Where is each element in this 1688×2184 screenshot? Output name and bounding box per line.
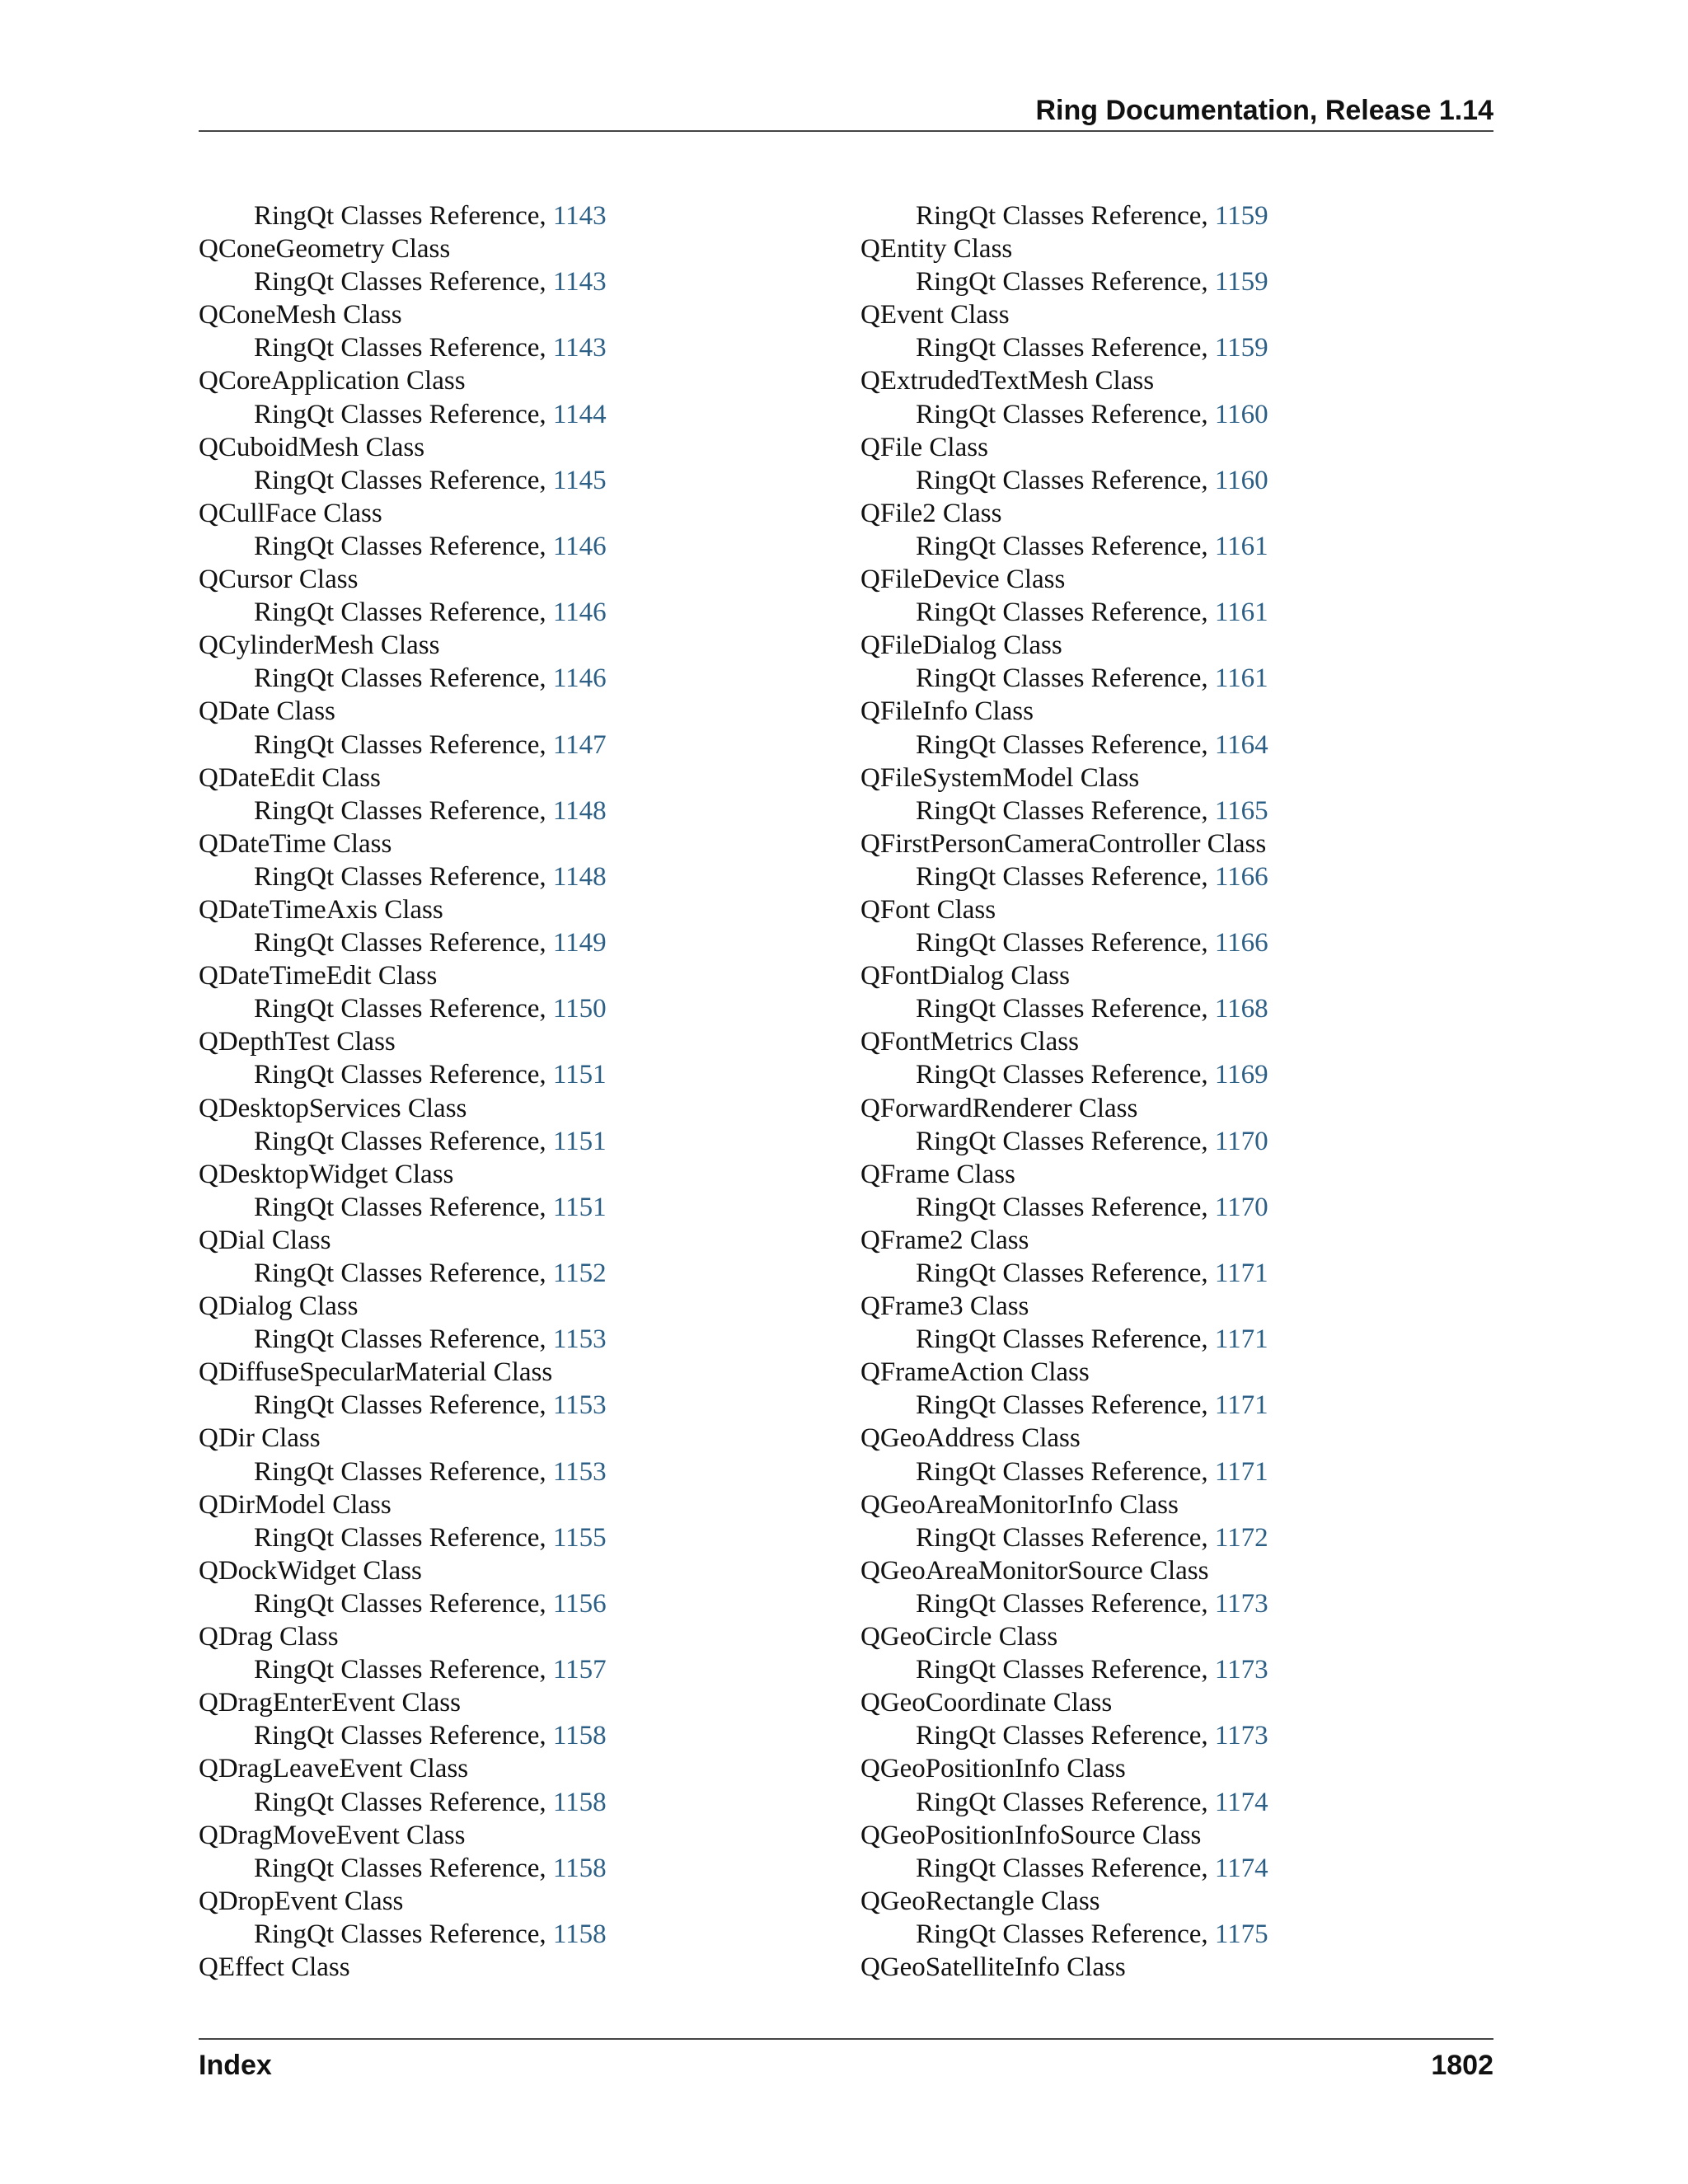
page-reference-link[interactable]: 1158 [552, 1787, 607, 1817]
page-reference-link[interactable]: 1158 [552, 1853, 607, 1883]
index-subentry-label: RingQt Classes Reference, [254, 1787, 553, 1817]
index-subentry-label: RingQt Classes Reference, [254, 994, 553, 1024]
footer-page-number: 1802 [1431, 2050, 1493, 2081]
index-subentry [199, 992, 825, 1025]
index-subentry-label: RingQt Classes Reference, [254, 333, 553, 363]
index-entry: QDockWidget Class [199, 1555, 422, 1586]
index-entry: QGeoRectangle Class [860, 1886, 1100, 1916]
page-reference-link[interactable]: 1173 [1214, 1721, 1268, 1751]
index-subentry-label: RingQt Classes Reference, [916, 333, 1215, 363]
page-reference-link[interactable]: 1161 [1214, 531, 1268, 561]
index-subentry [199, 1521, 825, 1554]
page-reference-link[interactable]: 1152 [552, 1258, 607, 1288]
page-reference-link[interactable]: 1153 [552, 1456, 607, 1487]
index-subentry [199, 1323, 825, 1356]
index-subentry [199, 1587, 825, 1620]
page-reference-link[interactable]: 1160 [1214, 399, 1268, 429]
index-subentry [199, 1918, 825, 1951]
page-reference-link[interactable]: 1161 [1214, 598, 1268, 628]
page-reference-link[interactable]: 1159 [1214, 333, 1268, 363]
index-subentry [860, 1125, 1487, 1158]
header-divider [199, 130, 1493, 132]
index-subentry-label: RingQt Classes Reference, [254, 1258, 553, 1288]
index-entry: QFrameAction Class [860, 1357, 1090, 1388]
index-entry: QGeoAddress Class [860, 1423, 1081, 1454]
index-column-left [199, 199, 825, 1984]
index-entry: QFile Class [860, 432, 988, 462]
index-subentry-label: RingQt Classes Reference, [916, 928, 1215, 958]
index-subentry-label: RingQt Classes Reference, [916, 267, 1215, 298]
index-subentry-label: RingQt Classes Reference, [916, 465, 1215, 495]
index-subentry-label: RingQt Classes Reference, [254, 1919, 553, 1949]
index-subentry-label: RingQt Classes Reference, [916, 1060, 1215, 1090]
index-subentry [860, 1719, 1487, 1752]
index-entry: QFileDevice Class [860, 565, 1066, 595]
index-entry: QDate Class [199, 696, 335, 727]
page-reference-link[interactable]: 1170 [1214, 1126, 1268, 1156]
page-reference-link[interactable]: 1158 [552, 1919, 607, 1949]
index-subentry [199, 199, 825, 232]
index-subentry-label: RingQt Classes Reference, [916, 1390, 1215, 1421]
page-reference-link[interactable]: 1153 [552, 1324, 607, 1355]
index-subentry-label: RingQt Classes Reference, [254, 861, 553, 892]
index-subentry [199, 265, 825, 298]
page-reference-link[interactable]: 1166 [1214, 928, 1268, 958]
index-subentry [199, 1125, 825, 1158]
index-subentry [199, 1455, 825, 1488]
page-reference-link[interactable]: 1173 [1214, 1588, 1268, 1619]
index-entry: QDesktopServices Class [199, 1093, 467, 1123]
index-entry: QDateTimeAxis Class [199, 894, 443, 925]
index-subentry [860, 1653, 1487, 1686]
index-subentry [860, 530, 1487, 563]
index-entry: QFont Class [860, 894, 996, 925]
index-subentry [860, 398, 1487, 431]
index-entry: QFile2 Class [860, 498, 1002, 528]
page-reference-link[interactable]: 1145 [552, 465, 607, 495]
page-reference-link[interactable]: 1151 [552, 1126, 607, 1156]
index-subentry [199, 860, 825, 893]
index-entry: QGeoPositionInfoSource Class [860, 1820, 1202, 1850]
index-subentry [199, 530, 825, 563]
index-entry: QFrame3 Class [860, 1291, 1029, 1322]
index-entry: QDateEdit Class [199, 762, 381, 793]
index-subentry [860, 1323, 1487, 1356]
index-subentry [199, 1058, 825, 1091]
index-subentry [860, 1058, 1487, 1091]
index-subentry-label: RingQt Classes Reference, [916, 598, 1215, 628]
index-subentry [860, 992, 1487, 1025]
page-reference-link[interactable]: 1171 [1214, 1324, 1268, 1355]
index-subentry-label: RingQt Classes Reference, [916, 201, 1215, 231]
page-reference-link[interactable]: 1144 [552, 399, 607, 429]
page-reference-link[interactable]: 1160 [1214, 465, 1268, 495]
index-subentry [860, 265, 1487, 298]
index-subentry [860, 1257, 1487, 1290]
index-subentry [199, 464, 825, 497]
index-subentry-label: RingQt Classes Reference, [254, 598, 553, 628]
index-entry: QGeoSatelliteInfo Class [860, 1952, 1126, 1982]
index-entry: QFileInfo Class [860, 696, 1034, 727]
page-reference-link[interactable]: 1157 [552, 1655, 607, 1685]
index-subentry [199, 331, 825, 364]
index-entry: QDesktopWidget Class [199, 1159, 454, 1189]
index-entry: QExtrudedTextMesh Class [860, 366, 1155, 396]
page-reference-link[interactable]: 1175 [1214, 1919, 1268, 1949]
page-reference-link[interactable]: 1164 [1214, 729, 1268, 760]
index-column-right [860, 199, 1487, 1984]
index-subentry-label: RingQt Classes Reference, [254, 1126, 553, 1156]
index-entry: QDir Class [199, 1423, 321, 1454]
index-subentry [860, 199, 1487, 232]
page-reference-link[interactable]: 1148 [552, 795, 607, 826]
index-subentry [199, 794, 825, 827]
index-subentry [199, 596, 825, 629]
index-subentry [860, 331, 1487, 364]
index-subentry-label: RingQt Classes Reference, [916, 1126, 1215, 1156]
index-subentry-label: RingQt Classes Reference, [916, 1655, 1215, 1685]
index-subentry-label: RingQt Classes Reference, [916, 1853, 1215, 1883]
index-subentry [199, 926, 825, 959]
index-entry: QGeoCircle Class [860, 1622, 1058, 1652]
index-subentry [199, 1786, 825, 1819]
index-entry: QCullFace Class [199, 498, 382, 528]
page-reference-link[interactable]: 1147 [552, 729, 607, 760]
index-entry: QDateTimeEdit Class [199, 961, 438, 991]
page-reference-link[interactable]: 1146 [552, 531, 607, 561]
page-reference-link[interactable]: 1173 [1214, 1655, 1268, 1685]
page-reference-link[interactable]: 1155 [552, 1522, 607, 1553]
page-reference-link[interactable]: 1151 [552, 1192, 607, 1222]
index-subentry-label: RingQt Classes Reference, [916, 795, 1215, 826]
index-subentry [199, 1389, 825, 1422]
index-entry: QFontMetrics Class [860, 1027, 1079, 1057]
index-entry: QFileSystemModel Class [860, 762, 1140, 793]
index-subentry-label: RingQt Classes Reference, [254, 1721, 553, 1751]
index-entry: QDrag Class [199, 1622, 339, 1652]
index-entry: QEffect Class [199, 1952, 350, 1982]
index-subentry [199, 1852, 825, 1885]
page-reference-link[interactable]: 1148 [552, 861, 607, 892]
index-entry: QDragEnterEvent Class [199, 1688, 461, 1718]
page-reference-link[interactable]: 1153 [552, 1390, 607, 1421]
index-subentry-label: RingQt Classes Reference, [254, 729, 553, 760]
page-reference-link[interactable]: 1174 [1214, 1853, 1268, 1883]
index-subentry-label: RingQt Classes Reference, [254, 663, 553, 694]
page-reference-link[interactable]: 1159 [1214, 267, 1268, 298]
index-subentry [860, 1786, 1487, 1819]
index-subentry [199, 1719, 825, 1752]
page-reference-link[interactable]: 1170 [1214, 1192, 1268, 1222]
index-subentry [199, 398, 825, 431]
index-subentry-label: RingQt Classes Reference, [916, 1258, 1215, 1288]
page-reference-link[interactable]: 1171 [1214, 1258, 1268, 1288]
index-entry: QCylinderMesh Class [199, 630, 440, 661]
index-subentry-label: RingQt Classes Reference, [254, 465, 553, 495]
page-reference-link[interactable]: 1172 [1214, 1522, 1268, 1553]
index-subentry-label: RingQt Classes Reference, [254, 1522, 553, 1553]
page-reference-link[interactable]: 1168 [1214, 994, 1268, 1024]
index-entry: QDial Class [199, 1225, 331, 1255]
index-subentry-label: RingQt Classes Reference, [916, 531, 1215, 561]
index-subentry-label: RingQt Classes Reference, [254, 1588, 553, 1619]
index-entry: QDialog Class [199, 1291, 359, 1322]
page-reference-link[interactable]: 1158 [552, 1721, 607, 1751]
index-subentry-label: RingQt Classes Reference, [916, 1787, 1215, 1817]
index-subentry-label: RingQt Classes Reference, [254, 1324, 553, 1355]
index-entry: QGeoCoordinate Class [860, 1688, 1113, 1718]
index-entry: QDepthTest Class [199, 1027, 396, 1057]
index-entry: QGeoPositionInfo Class [860, 1754, 1126, 1784]
index-entry: QDiffuseSpecularMaterial Class [199, 1357, 553, 1388]
index-subentry-label: RingQt Classes Reference, [254, 1390, 553, 1421]
index-subentry-label: RingQt Classes Reference, [916, 994, 1215, 1024]
index-subentry-label: RingQt Classes Reference, [254, 531, 553, 561]
index-subentry-label: RingQt Classes Reference, [254, 399, 553, 429]
index-subentry [199, 662, 825, 695]
index-subentry-label: RingQt Classes Reference, [254, 1655, 553, 1685]
index-entry: QGeoAreaMonitorSource Class [860, 1555, 1209, 1586]
index-entry: QDateTime Class [199, 828, 392, 859]
index-subentry-label: RingQt Classes Reference, [916, 1919, 1215, 1949]
index-subentry-label: RingQt Classes Reference, [916, 1192, 1215, 1222]
index-subentry-label: RingQt Classes Reference, [916, 729, 1215, 760]
index-entry: QEvent Class [860, 300, 1010, 330]
index-subentry-label: RingQt Classes Reference, [916, 861, 1215, 892]
page-reference-link[interactable]: 1143 [552, 333, 607, 363]
index-subentry [860, 1852, 1487, 1885]
page-reference-link[interactable]: 1165 [1214, 795, 1268, 826]
index-subentry [860, 1191, 1487, 1224]
running-header-title: Ring Documentation, Release 1.14 [1035, 95, 1493, 126]
index-entry: QConeMesh Class [199, 300, 402, 330]
index-subentry [860, 729, 1487, 762]
index-entry: QEntity Class [860, 234, 1013, 265]
index-subentry [860, 926, 1487, 959]
index-subentry [199, 1191, 825, 1224]
index-subentry-label: RingQt Classes Reference, [916, 1324, 1215, 1355]
index-entry: QDirModel Class [199, 1489, 392, 1520]
index-subentry-label: RingQt Classes Reference, [916, 399, 1215, 429]
index-subentry-label: RingQt Classes Reference, [916, 1721, 1215, 1751]
index-subentry-label: RingQt Classes Reference, [254, 201, 553, 231]
index-subentry [860, 860, 1487, 893]
index-subentry [860, 662, 1487, 695]
page-reference-link[interactable]: 1143 [552, 267, 607, 298]
index-subentry [860, 1918, 1487, 1951]
index-subentry [860, 596, 1487, 629]
page-reference-link[interactable]: 1159 [1214, 201, 1268, 231]
index-entry: QFrame2 Class [860, 1225, 1029, 1255]
page-reference-link[interactable]: 1166 [1214, 861, 1268, 892]
page-reference-link[interactable]: 1161 [1214, 663, 1268, 694]
index-subentry-label: RingQt Classes Reference, [254, 1456, 553, 1487]
index-entry: QConeGeometry Class [199, 234, 451, 265]
index-entry: QFirstPersonCameraController Class [860, 828, 1267, 859]
footer-divider [199, 2038, 1493, 2040]
page-reference-link[interactable]: 1151 [552, 1060, 607, 1090]
index-entry: QCursor Class [199, 565, 359, 595]
index-entry: QDragMoveEvent Class [199, 1820, 466, 1850]
page-reference-link[interactable]: 1146 [552, 598, 607, 628]
index-subentry-label: RingQt Classes Reference, [254, 928, 553, 958]
index-entry: QDragLeaveEvent Class [199, 1754, 469, 1784]
page-reference-link[interactable]: 1169 [1214, 1060, 1268, 1090]
index-subentry-label: RingQt Classes Reference, [916, 1456, 1215, 1487]
index-subentry [860, 1587, 1487, 1620]
page-reference-link[interactable]: 1143 [552, 201, 607, 231]
index-subentry [199, 1257, 825, 1290]
index-entry: QDropEvent Class [199, 1886, 404, 1916]
index-subentry-label: RingQt Classes Reference, [254, 795, 553, 826]
index-subentry-label: RingQt Classes Reference, [254, 1853, 553, 1883]
index-subentry-label: RingQt Classes Reference, [916, 663, 1215, 694]
index-entry: QFrame Class [860, 1159, 1015, 1189]
index-subentry [860, 1455, 1487, 1488]
index-subentry-label: RingQt Classes Reference, [916, 1522, 1215, 1553]
index-subentry-label: RingQt Classes Reference, [254, 1192, 553, 1222]
index-subentry [860, 1521, 1487, 1554]
index-subentry-label: RingQt Classes Reference, [254, 267, 553, 298]
page-reference-link[interactable]: 1171 [1214, 1390, 1268, 1421]
page-reference-link[interactable]: 1156 [552, 1588, 607, 1619]
page-reference-link[interactable]: 1150 [552, 994, 607, 1024]
index-subentry-label: RingQt Classes Reference, [916, 1588, 1215, 1619]
index-entry: QCuboidMesh Class [199, 432, 425, 462]
index-subentry [860, 794, 1487, 827]
index-subentry-label: RingQt Classes Reference, [254, 1060, 553, 1090]
page-reference-link[interactable]: 1171 [1214, 1456, 1268, 1487]
index-subentry [199, 729, 825, 762]
index-subentry [860, 1389, 1487, 1422]
page-reference-link[interactable]: 1174 [1214, 1787, 1268, 1817]
index-subentry [199, 1653, 825, 1686]
index-entry: QCoreApplication Class [199, 366, 466, 396]
page-reference-link[interactable]: 1146 [552, 663, 607, 694]
index-subentry [860, 464, 1487, 497]
index-entry: QForwardRenderer Class [860, 1093, 1138, 1123]
page-reference-link[interactable]: 1149 [552, 928, 607, 958]
footer-section-name: Index [199, 2050, 272, 2081]
index-entry: QGeoAreaMonitorInfo Class [860, 1489, 1179, 1520]
index-entry: QFileDialog Class [860, 630, 1062, 661]
index-entry: QFontDialog Class [860, 961, 1070, 991]
